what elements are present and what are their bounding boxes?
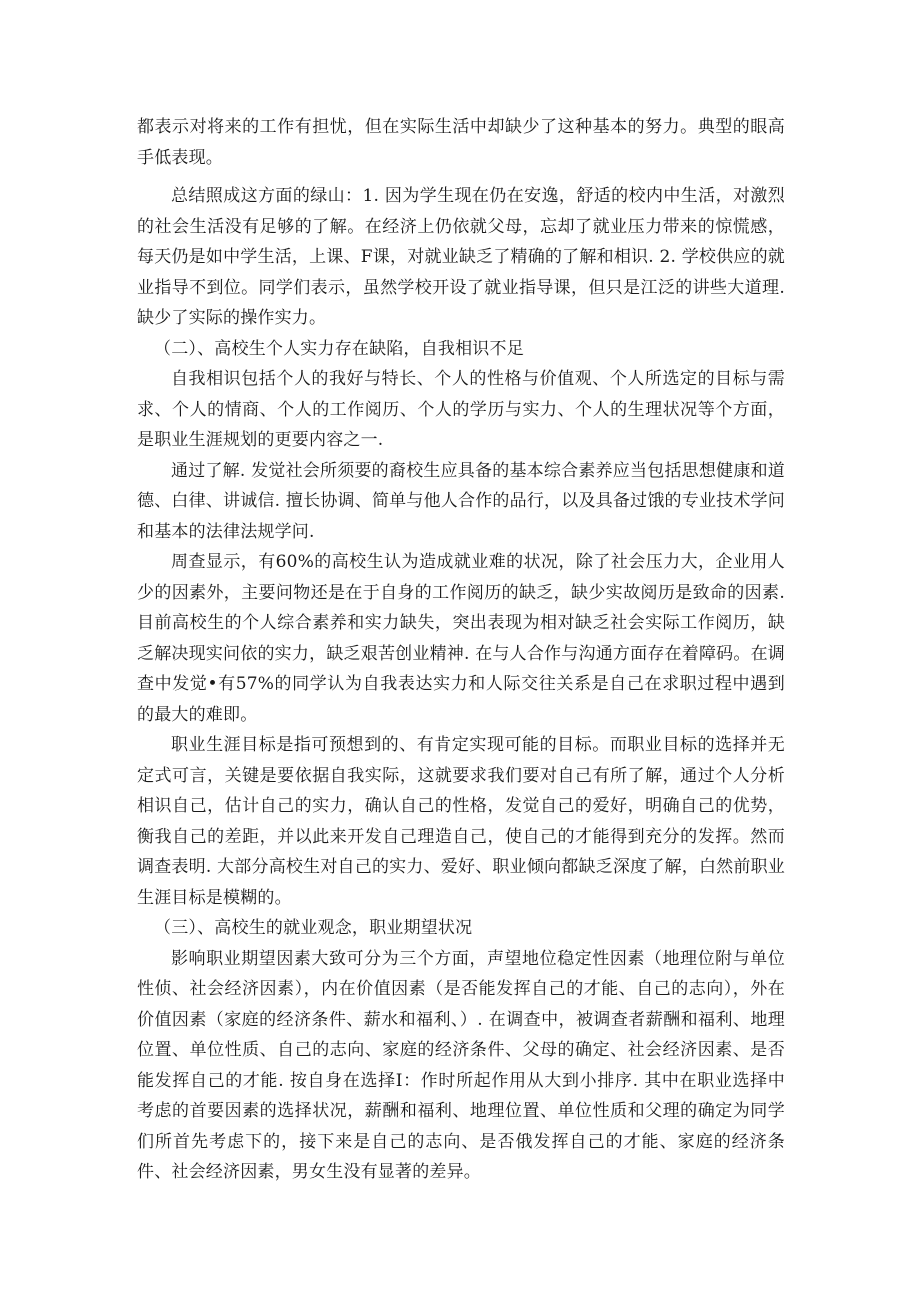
- paragraph-6: 职业生涯目标是指可预想到的、有肯定实现可能的目标。而职业目标的选择并无定式可言，关键是要依据自我实际，这就要求我们要对自己有所了解，通过个人分析相识自己，估计自己的实力，确认自己的性格，发觉自己的爱好，明确自己的优势，衡我自己的差距，并以此来开发自己理造自己，使自己的才能得到充分的发挥。然而调查表明. 大部分高校生对自己的实力、爱好、职业倾向都缺乏深度了解，白然前职业生涯目标是模糊的。: [137, 735, 785, 908]
- section-heading-3: （三）、高校生的就业观念，职业期望状况: [154, 918, 473, 938]
- document-page: [137, 112, 785, 1188]
- paragraph-7: 影响职业期望因素大致可分为三个方面，声望地位稳定性因素（地理位附与单位性侦、社会经济因素），内在价值因素（是否能发挥自己的才能、自己的志向），外在价值因素（家庭的经济条件、薪水和福利、）. 在调查中，被调查者薪酬和福利、地理位置、单位性质、自己的志向、家庭的经济条件、父母的确定、社会经济因素、是否能发挥自己的才能. 按自身在选择I：作时所起作用从大到小排序. 其中在职业选择中考虑的首要因素的选择状况，薪酬和福利、地理位置、单位性质和父理的确定为同学们所首先考虑下的，接下来是自己的志向、是否俄发挥自己的才能、家庭的经济条件、社会经济因素，男女生没有显著的差异。: [137, 948, 785, 1182]
- paragraph-1: 都表示对将来的工作有担忧，但在实际生活中却缺少了这种基本的努力。典型的眼高手低表现。: [137, 117, 785, 168]
- paragraph-5: 周查显示，有60%的高校生认为造成就业难的状况，除了社会压力大，企业用人少的因素外，主要问物还是在于自身的工作阅历的缺乏，缺少实故阅历是致命的因素. 目前高校生的个人综合素养和实力缺失，突出表现为相对缺乏社会实际工作阅历，缺乏解决现实问依的实力，缺乏艰苦创业精神. 在与人合作与沟通方面存在着障码。在调查中发觉•有57%的同学认为自我表达实力和人际交往关系是自己在求职过程中遇到的最大的难即。: [137, 552, 785, 725]
- paragraph-2: 总结照成这方面的绿山：1. 因为学生现在仍在安逸，舒适的校内中生活，对激烈的社会生活没有足够的了解。在经济上仍依就父母，忘却了就业压力带来的惊慌感，每天仍是如中学生活，上课、F课，对就业缺乏了精确的了解和相识. 2. 学校供应的就业指导不到位。同学们表示，虽然学校开设了就业指导课，但只是江泛的讲些大道理. 缺少了实际的操作实力。: [137, 186, 785, 328]
- paragraph-3: 自我相识包括个人的我好与特长、个人的性格与价值观、个人所选定的目标与需求、个人的情商、个人的工作阅历、个人的学历与实力、个人的生理状况等个方面，是职业生涯规划的更要内容之一.: [137, 369, 785, 450]
- paragraph-4: 通过了解. 发觉社会所须要的裔校生应具备的基本综合素养应当包括思想健康和道德、白律、讲诚信. 擅长协调、简单与他人合作的品行，以及具备过饿的专业技术学问和基本的法律法规学问.: [137, 460, 785, 542]
- section-heading-2: （二）、高校生个人实力存在缺陷，自我相识不足: [154, 338, 524, 359]
